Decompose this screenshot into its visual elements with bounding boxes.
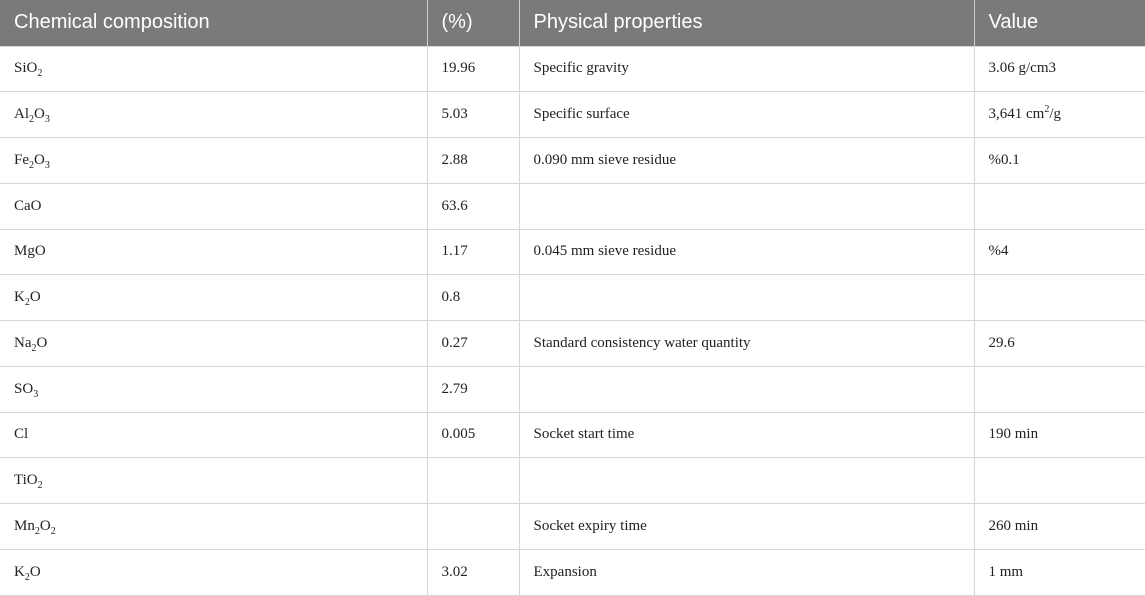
cell-percent: 63.6: [427, 183, 519, 229]
formula-rest: O: [39, 517, 51, 534]
cell-chemical-composition: [0, 504, 427, 550]
cell-percent: 3.02: [427, 549, 519, 595]
table-row: [0, 275, 1145, 321]
cell-value: [974, 549, 1145, 595]
formula-base: K: [14, 563, 25, 580]
cell-physical-property: 0.090 mm sieve residue: [519, 138, 974, 184]
cell-chemical-composition: [0, 366, 427, 412]
table-row: [0, 229, 1145, 275]
cell-value: [974, 46, 1145, 92]
header-chemical-composition: Chemical composition: [0, 0, 427, 46]
value-unit: /g: [1049, 106, 1061, 123]
table-row: [0, 183, 1145, 229]
cell-percent: 2.88: [427, 138, 519, 184]
table-row: [0, 412, 1145, 458]
formula-base: CaO: [14, 197, 42, 214]
value-text: %4: [988, 243, 1009, 260]
cell-value: [974, 412, 1145, 458]
cell-physical-property: [519, 458, 974, 504]
table-row: [0, 458, 1145, 504]
value-text: 260 min: [988, 517, 1039, 534]
table-row: [0, 46, 1145, 92]
formula-subscript: 2: [29, 114, 34, 126]
cell-chemical-composition: [0, 321, 427, 367]
formula-subscript: 2: [37, 68, 43, 80]
formula-base: K: [14, 289, 25, 306]
cell-physical-property: 0.045 mm sieve residue: [519, 229, 974, 275]
cell-value: [974, 458, 1145, 504]
formula-subscript: 2: [50, 525, 56, 537]
cell-value: [974, 92, 1145, 138]
cell-percent: 1.17: [427, 229, 519, 275]
table-row: [0, 92, 1145, 138]
cell-chemical-composition: [0, 92, 427, 138]
cell-chemical-composition: [0, 229, 427, 275]
table-row: [0, 138, 1145, 184]
table-row: [0, 366, 1145, 412]
cell-value: [974, 183, 1145, 229]
formula-subscript: 2: [24, 571, 30, 583]
table-row: [0, 321, 1145, 367]
value-text: 190 min: [988, 426, 1039, 443]
cell-value: [974, 138, 1145, 184]
formula-base: TiO: [14, 472, 38, 489]
formula-base: Fe: [14, 151, 29, 168]
cell-physical-property: [519, 183, 974, 229]
formula-rest: O: [34, 106, 45, 123]
cell-chemical-composition: [0, 412, 427, 458]
table-row: [0, 504, 1145, 550]
table-row: [0, 549, 1145, 595]
cell-value: [974, 229, 1145, 275]
table-header: [0, 0, 1145, 46]
value-text: 3,641 cm: [988, 106, 1045, 123]
table-body: [0, 46, 1145, 595]
cell-percent: 19.96: [427, 46, 519, 92]
cell-percent: 0.27: [427, 321, 519, 367]
formula-rest: O: [36, 334, 48, 351]
value-text: 29.6: [988, 334, 1015, 351]
formula-rest: O: [29, 563, 41, 580]
cell-physical-property: Socket expiry time: [519, 504, 974, 550]
cell-chemical-composition: [0, 138, 427, 184]
formula-base: SO: [14, 380, 34, 397]
header-row: [0, 0, 1145, 46]
formula-subscript: 2: [24, 297, 30, 309]
cell-chemical-composition: [0, 549, 427, 595]
header-value: Value: [974, 0, 1145, 46]
formula-rest: O: [34, 151, 45, 168]
formula-base: SiO: [14, 60, 38, 77]
header-physical-properties: Physical properties: [519, 0, 974, 46]
formula-base: MgO: [14, 243, 46, 260]
cell-percent: 5.03: [427, 92, 519, 138]
cell-physical-property: Standard consistency water quantity: [519, 321, 974, 367]
cell-value: [974, 321, 1145, 367]
cell-physical-property: Socket start time: [519, 412, 974, 458]
formula-subscript: 3: [44, 114, 50, 126]
formula-subscript: 2: [29, 159, 34, 171]
formula-base: Cl: [14, 426, 29, 443]
formula-subscript: 3: [44, 159, 50, 171]
cell-physical-property: Specific surface: [519, 92, 974, 138]
value-text: 3.06 g/cm3: [988, 60, 1056, 77]
cell-value: [974, 366, 1145, 412]
cell-chemical-composition: [0, 46, 427, 92]
formula-rest: O: [29, 289, 41, 306]
cell-value: [974, 275, 1145, 321]
value-text: 1 mm: [988, 563, 1024, 580]
cell-chemical-composition: [0, 275, 427, 321]
cell-percent: 2.79: [427, 366, 519, 412]
formula-subscript: 2: [31, 342, 37, 354]
formula-base: Mn: [14, 517, 35, 534]
value-text: %0.1: [988, 151, 1020, 168]
cell-chemical-composition: [0, 183, 427, 229]
cell-physical-property: [519, 366, 974, 412]
cell-percent: 0.8: [427, 275, 519, 321]
cell-chemical-composition: [0, 458, 427, 504]
value-superscript: 2: [1044, 104, 1050, 116]
formula-base: Na: [14, 334, 32, 351]
cell-physical-property: Expansion: [519, 549, 974, 595]
formula-subscript: 3: [33, 388, 39, 400]
formula-subscript: 2: [34, 525, 40, 537]
header-percent: (%): [427, 0, 519, 46]
cell-percent: [427, 504, 519, 550]
formula-base: Al: [14, 106, 29, 123]
cell-value: [974, 504, 1145, 550]
cell-percent: 0.005: [427, 412, 519, 458]
cell-physical-property: [519, 275, 974, 321]
cell-percent: [427, 458, 519, 504]
cell-physical-property: Specific gravity: [519, 46, 974, 92]
formula-subscript: 2: [37, 480, 43, 492]
